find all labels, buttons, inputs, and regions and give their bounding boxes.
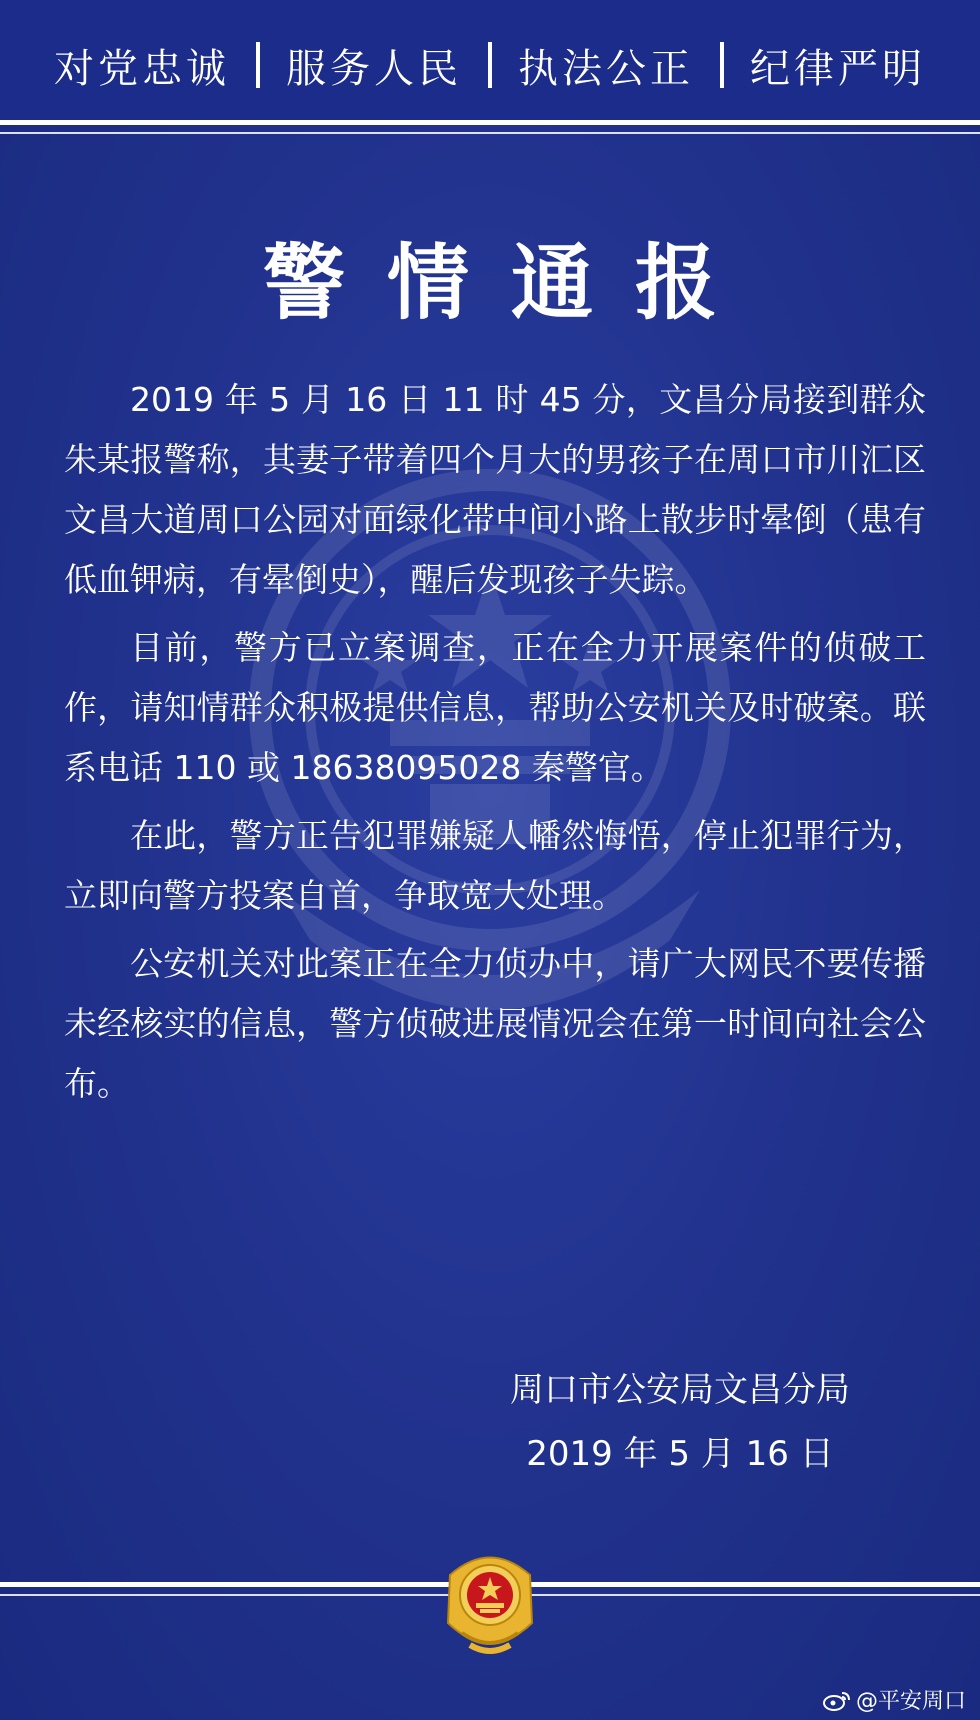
notice-paragraph: 公安机关对此案正在全力侦办中，请广大网民不要传播未经核实的信息，警方侦破进展情况会在第一时间向社会公布。 — [64, 944, 926, 1103]
slogan-divider — [720, 42, 724, 88]
weibo-watermark — [822, 1684, 966, 1715]
header-rule-thick — [0, 120, 980, 125]
notice-paragraph: 目前，警方已立案调查，正在全力开展案件的侦破工作，请知情群众积极提供信息，帮助公安机关及时破案。联系电话 110 或 18638095028 秦警官。 — [64, 628, 926, 787]
signature-date: 2019 年 5 月 16 日 — [526, 1434, 834, 1474]
notice-paragraph: 在此，警方正告犯罪嫌疑人幡然悔悟，停止犯罪行为，立即向警方投案自首，争取宽大处理。 — [64, 816, 926, 915]
police-badge-icon — [440, 1545, 540, 1660]
slogan-row — [0, 30, 980, 100]
signature-organization: 周口市公安局文昌分局 — [510, 1370, 850, 1410]
slogan-divider — [488, 42, 492, 88]
slogan-4: 纪律严明 — [750, 45, 926, 92]
slogan-divider — [256, 42, 260, 88]
notice-title: 警情通报 — [262, 236, 759, 331]
slogan-2: 服务人民 — [286, 45, 462, 92]
notice-paragraph: 2019 年 5 月 16 日 11 时 45 分，文昌分局接到群众朱某报警称，其妻子带着四个月大的男孩子在周口市川汇区文昌大道周口公园对面绿化带中间小路上散步时晕倒（患有低血钾病，有晕倒史），醒后发现孩子失踪。 — [64, 380, 926, 599]
slogan-1: 对党忠诚 — [54, 45, 230, 92]
header-rule-thin — [0, 132, 980, 134]
weibo-handle: @平安周口 — [855, 1689, 966, 1714]
weibo-icon — [822, 1689, 852, 1711]
notice-signature — [460, 1358, 900, 1486]
slogan-3: 执法公正 — [518, 45, 694, 92]
notice-body — [64, 370, 926, 1122]
